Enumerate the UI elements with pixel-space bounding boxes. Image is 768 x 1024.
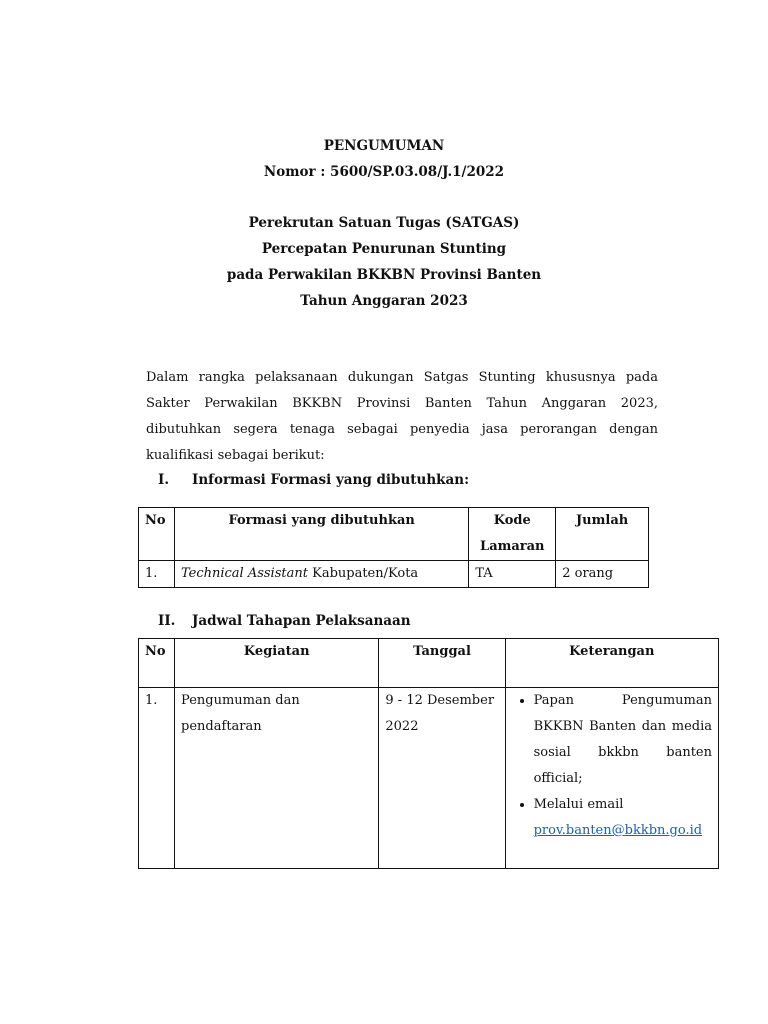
formation-table (138, 507, 649, 588)
announcement-number: Nomor : 5600/SP.03.08/J.1/2022 (263, 164, 505, 180)
cell-keterangan (505, 688, 718, 869)
subject-line-2: Percepatan Penurunan Stunting (261, 241, 507, 257)
table-row (139, 561, 649, 588)
cell-jumlah: 2 orang (556, 561, 649, 588)
header-keterangan: Keterangan (505, 639, 718, 688)
header-formasi: Formasi yang dibutuhkan (174, 508, 468, 561)
cell-tanggal: 9 - 12 Desember 2022 (379, 688, 505, 869)
keterangan-list (512, 688, 712, 844)
cell-no: 1. (139, 688, 175, 869)
announcement-title: PENGUMUMAN (323, 138, 445, 154)
formasi-rest: Kabupaten/Kota (307, 566, 419, 581)
subject-line-3: pada Perwakilan BKKBN Provinsi Banten (226, 267, 542, 283)
subject-line-1: Perekrutan Satuan Tugas (SATGAS) (248, 215, 520, 231)
header-kode: Kode Lamaran (469, 508, 556, 561)
cell-formasi (174, 561, 468, 588)
header-no: No (139, 508, 175, 561)
formasi-italic: Technical Assistant (180, 566, 308, 581)
email-link[interactable]: prov.banten@bkkbn.go.id (533, 823, 703, 838)
email-label: Melalui email (533, 797, 624, 812)
table-header-row (139, 639, 719, 688)
header-jumlah: Jumlah (556, 508, 649, 561)
section-1-heading (158, 472, 469, 488)
table-row (139, 688, 719, 869)
section-2-heading (158, 613, 411, 629)
table-header-row (139, 508, 649, 561)
schedule-table (138, 638, 719, 869)
header-no: No (139, 639, 175, 688)
header-tanggal: Tanggal (379, 639, 505, 688)
section-1-title: Informasi Formasi yang dibutuhkan: (192, 472, 470, 488)
cell-kegiatan: Pengumuman dan pendaftaran (175, 688, 379, 869)
header-kegiatan: Kegiatan (175, 639, 379, 688)
section-2-title: Jadwal Tahapan Pelaksanaan (192, 613, 411, 629)
cell-no: 1. (139, 561, 175, 588)
subject-line-4: Tahun Anggaran 2023 (300, 293, 468, 309)
section-1-number: I. (158, 472, 170, 488)
section-2-number: II. (158, 613, 176, 629)
cell-kode: TA (469, 561, 556, 588)
intro-paragraph: Dalam rangka pelaksanaan dukungan Satgas Stunting khususnya pada Sakter Perwakilan BKKBN Provinsi Banten Tahun Anggaran 2023, dibutuhkan segera tenaga sebagai penyedia jasa perorangan dengan kualifikasi sebagai berikut: (146, 370, 658, 463)
list-item: • Papan Pengumuman BKKBN Banten dan media sosial bkkbn banten official; (534, 688, 712, 792)
list-item (534, 792, 712, 844)
